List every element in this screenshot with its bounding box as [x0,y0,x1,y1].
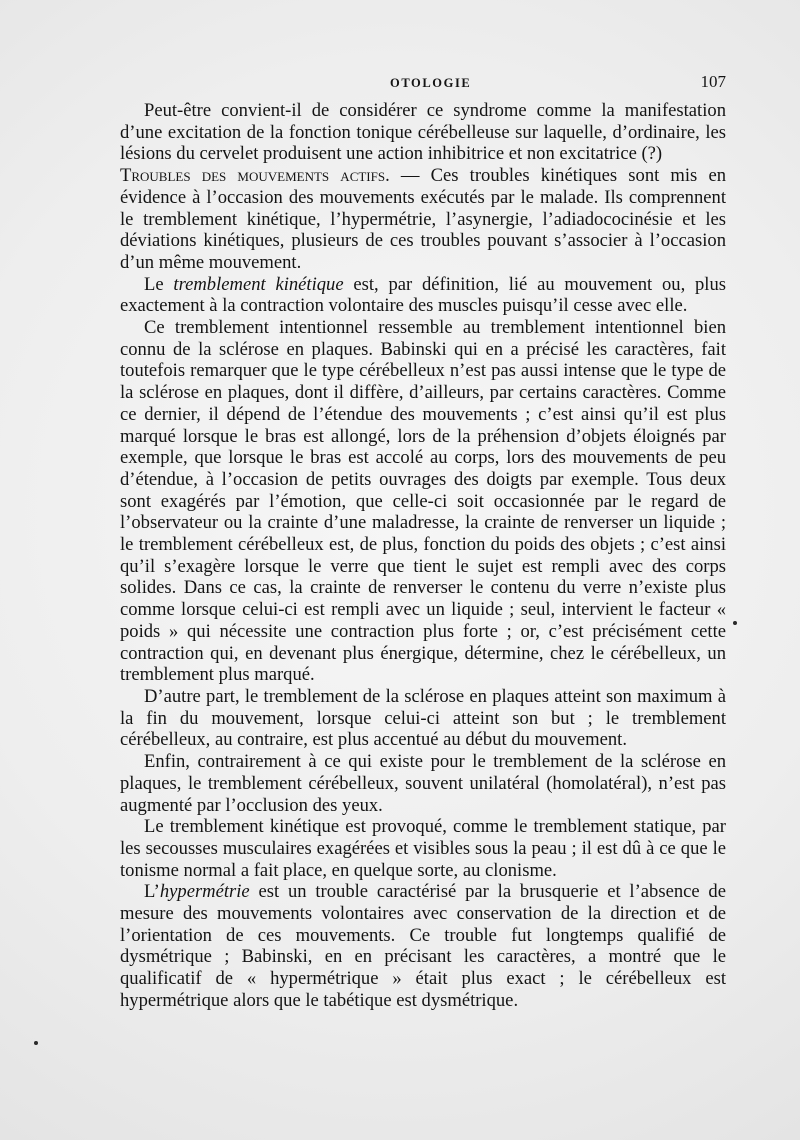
paragraph-text: Peut-être convient-il de considérer ce syndrome comme la manifestation d’une excitation de la fonction tonique cérébelleuse sur laquelle, d’ordinaire, les lésions du cervelet produisent une action inhibitrice et non excitatrice (?) [120,100,726,165]
paragraph-text: — Ces troubles kinétiques sont mis en évidence à l’occasion des mouvements exécutés par le malade. Ils comprennent le tremblement kinétique, l’hypermétrie, l’asynergie, l’adiadococinésie et les déviations kinétiques, plusieurs de ces troubles pouvant s’associer à l’occasion d’un même mouvement. [120,165,726,273]
paragraph-text: est, par définition, lié au mouvement ou, plus exactement à la contraction volontaire des muscles puisqu’il cesse avec elle. [120,273,727,317]
ink-speck [733,621,737,625]
paragraph-multiple-sclerosis [120,686,726,751]
italic-term: hypermétrie [159,881,250,903]
paragraph-intentional-tremor [120,317,726,686]
paragraph-text: Ce tremblement intentionnel ressemble au tremblement intentionnel bien connu de la sclérose en plaques. Babinski qui en a précisé les caractères, fait toutefois remarquer que le type cérébelleux n’est pas aussi intense que le type de la sclérose en plaques, dont il diffère, d’ailleurs, par certains caractères. Comme ce dernier, il dépend de l’étendue des mouvements ; c’est ainsi qu’il est plus marqué lorsque le bras est allongé, lors de la préhension d’objets éloignés par exemple, que lorsque le bras est accolé au corps, lors des mouvements de peu d’étendue, à l’occasion de petits ouvrages des doigts par exemple. Tous deux sont exagérés par l’émotion, que celle-ci soit occasionnée par le regard de l’observateur ou la crainte d’une maladresse, la crainte de renverser un liquide ; le tremblement cérébelleux est, de plus, fonction du poids des objets ; c’est ainsi qu’il s’exagère lorsque le verre que tient le sujet est rempli avec des corps solides. Dans ce cas, la crainte de renverser le contenu du verre n’existe plus comme lorsque celui-ci est rempli avec un liquide ; seul, intervient le facteur « poids » qui nécessite une contraction plus forte ; or, c’est précisément cette contraction qui, en devenant plus énergique, détermine, chez le cérébelleux, un tremblement plus marqué. [120,317,726,686]
page-header [120,72,726,98]
italic-term: tremblement kinétique [173,273,344,295]
page-number: 107 [700,72,726,91]
ink-speck [34,1041,38,1045]
paragraph-occlusion [120,751,726,816]
paragraph-text: Le tremblement kinétique est provoqué, comme le tremblement statique, par les secousses musculaires exagérées et visibles sous la peau ; il est dû à ce que le tonisme normal a fait place, en quelque sorte, au clonisme. [120,816,726,881]
paragraph-clonism [120,816,726,881]
paragraph-hypermetria [120,881,726,1011]
section-heading: Troubles des mouvements actifs. [120,165,390,187]
paragraph-text: D’autre part, le tremblement de la sclérose en plaques atteint son maximum à la fin du mouvement, lorsque celui-ci atteint son but ; le tremblement cérébelleux, au contraire, est plus accentué au début du mouvement. [120,685,726,751]
body-text [120,100,726,1012]
paragraph-text: est un trouble caractérisé par la brusquerie et l’absence de mesure des mouvements volontaires avec conservation de la direction et de l’orientation de ces mouvements. Ce trouble fut longtemps qualifié de dysmétrique ; Babinski, en en précisant les caractères, a montré que le qualificatif de « hypermétrique » était plus exact ; le cérébelleux est hypermétrique alors que le tabétique est dysmétrique. [120,881,726,1011]
paragraph-syndrome [120,100,726,165]
paragraph-kinetic-tremor-definition [120,274,726,317]
running-title: OTOLOGIE [390,76,472,90]
paragraph-text: Enfin, contrairement à ce qui existe pour le tremblement de la sclérose en plaques, le tremblement cérébelleux, souvent unilatéral (homolatéral), n’est pas augmenté par l’occlusion des yeux. [120,751,726,816]
paragraph-active-movements [120,165,726,274]
paragraph-lead: Le [144,273,174,295]
paragraph-lead: L’ [144,881,160,903]
